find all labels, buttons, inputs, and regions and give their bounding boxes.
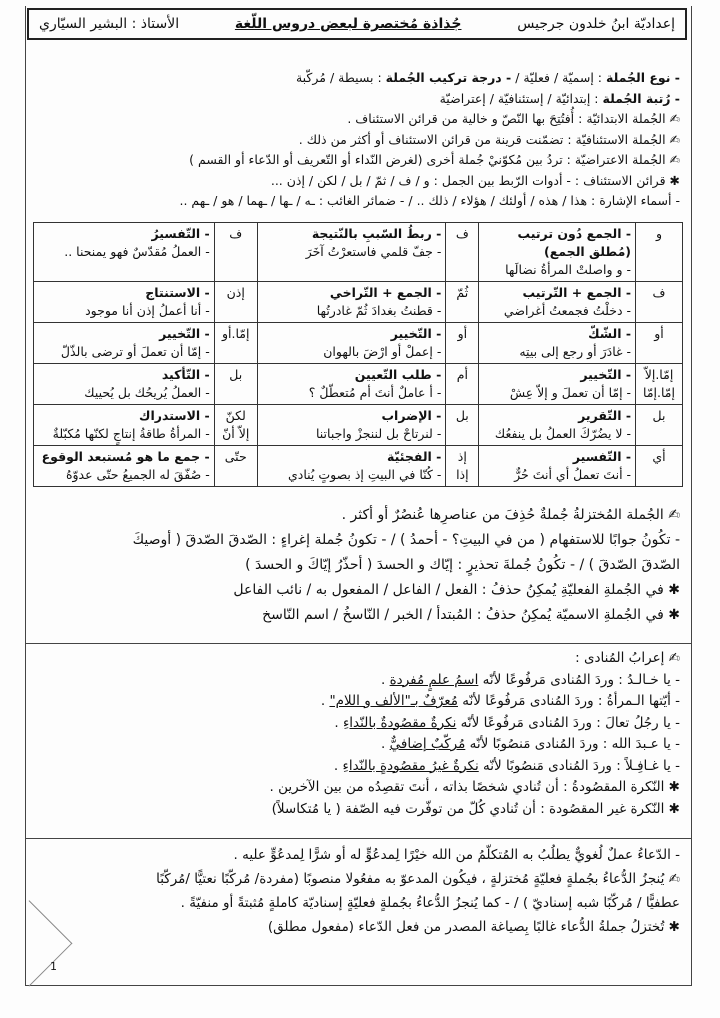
meaning-cell [479,405,636,446]
meaning: - التّأكيد [161,367,210,382]
table-row [34,405,683,446]
underlined-reason: مُعرّفٌ بـ"الألف و اللام" [329,693,458,709]
connective-cell: أم [446,364,479,405]
text-line: ✱ النّكرة المقصُودةُ : أن تُنادي شخصًا بذاته ، أنتَ تقصِدُه من بين الآخرين . [269,779,680,795]
text-line: ✱ في الجُملةِ الفعليّةِ يُمكِنُ حذفُ : الفعل / الفاعل / المفعول به / نائب الفاعل [233,582,680,598]
text-line: ✍ يُنجزُ الدُّعاءُ بجُملةٍ فعليّةٍ مُختزلةٍ ، فيكُون المدعوّ به مفعُولا منصوبًا (مفردة/ مُركّبًا نعتيًّا /مُركّبًا [156,871,680,887]
text: . [334,714,343,731]
example: - أنتَ تعملُ أي أنتَ حُرٌّ [514,467,632,482]
meaning: - الفجئيّة [387,449,442,464]
text-line [35,68,680,89]
text-line: - تكُونُ جوابًا للاستفهام ( من في البيتِ؟ - أحمدُ ) / - تكونُ جُملة إغراءٍ : الصّدقَ الصّدقَ ( أوصيكَ [132,532,680,548]
connective-cell: ف [636,282,683,323]
connective-cell: إمّا.إلاّ إمّا.إمّا [636,364,683,405]
meaning-cell [257,364,446,405]
meaning-cell [34,323,215,364]
meaning-cell [34,223,215,282]
meaning-cell [257,405,446,446]
text-line: ✍ الجُملة الاستئنافيّة : تضمّنت قرينة من قرائن الاستئناف أو أكثر من ذلك . [298,131,680,147]
vocative-list [35,670,680,778]
connective-cell: أو [446,323,479,364]
connective-cell: ف [214,223,257,282]
example: - و واصلتْ المرأةُ نضالَها [505,262,632,277]
connective-cell: حتّى [214,446,257,487]
example: - دخلْتُ فجمعتُ أغراضي [503,303,632,318]
connective-cell: بل [446,405,479,446]
divider [25,643,691,644]
table-row [34,282,683,323]
meaning: - التّخيير [580,367,632,382]
table-row [34,364,683,405]
example: - جفّ قلمي فاستعرْتُ آخَرَ [305,244,442,259]
example: - غادَرَ أو رجع إلى بيتِه [519,344,632,359]
meaning-cell [479,223,636,282]
connective-cell: بل [636,405,683,446]
supplication-section [35,843,680,939]
connective-cell: إذن [214,282,257,323]
connective-cell: و [636,223,683,282]
connective-cell: أو [636,323,683,364]
meaning: - الجمع + التّراخي [329,285,442,300]
text-line: ✍ الجُملة المُختزلةُ جُملةٌ حُذِفَ من عناصرِها عُنصُرٌ أو أكثر . [341,507,680,523]
example: - العملُ مُقدّسٌ فهو يمنحنا .. [64,244,210,259]
text: . [381,671,390,688]
vocative-section [35,648,680,820]
text: - يا خـالـدُ : وردَ المُنادى مَرفُوعًا لأنّه [478,671,680,688]
term: - نوع الجُملة [605,70,680,85]
meaning: - جمع ما هو مُستبعد الوقوع [41,449,210,464]
vocative-item [35,734,680,756]
meaning: - طلب التّعيين [354,367,442,382]
meaning-cell [479,323,636,364]
text: - يا رجُلُ تعالَ : وردَ المُنادى مَرفُوعًا لأنّه [456,714,680,731]
text-line: ✱ النّكرة غير المقصُودة : أن تُنادي كُلّ من توفّرت فيه الصّفة ( يا مُتكاسلاً) [271,800,680,817]
underlined-reason: اسمُ علمٍ مُفردة [389,671,479,688]
term: - درجة تركيب الجُملة [385,70,512,85]
connective-cell: ف [446,223,479,282]
elliptical-sentence-section [35,503,680,628]
divider [25,838,691,839]
text-line: - أسماء الإشارة : هذا / هذه / أولئك / هؤلاء / ذلك .. / - ضمائر الغائب : ـه / ـها / ـهما / هو / ـهم .. [179,193,680,208]
meaning: - التّخيير [390,326,442,341]
text: - يا غـافِـلاً : وردَ المُنادى مَنصُوبًا لأنّه [478,757,680,774]
table-row [34,446,683,487]
meaning: - التّفسيرُ [151,226,210,241]
meaning: - ربطُ السّببِ بالنّتيجة [311,226,442,241]
text: . [333,757,343,774]
text-line: - الدّعاءُ عملٌ لُغويٌّ يطلُبُ به المُتكلّمُ من الله خيْرًا لِمدعُوٍّ له أو شرًّا لِمدعُوٍّ عليه . [233,847,680,863]
vocative-item [35,691,680,713]
text-line: ✱ تُختزلُ جملةُ الدُّعاء غالبًا بِصياغة المصدر من فعل الدّعاء (مفعول مطلق) [267,919,680,935]
text-line: ✍ الجُملة الابتدائيّة : أُفتُتِحَ بها النّصّ و خالية من قرائن الاستئناف . [347,111,680,126]
connective-cell: لكنّ إلاّ أنّ [214,405,257,446]
connective-cell: إذ إذا [446,446,479,487]
example: - أنا أعملُ إذن أنا موجود [85,303,210,318]
connective-cell: أي [636,446,683,487]
meaning-cell [479,446,636,487]
example: - كُنّا في البيتِ إذ بصوتٍ يُنادي [287,467,442,482]
document-header [27,8,687,40]
page-number: 1 [50,960,57,973]
example: - قطنتُ بغدادَ ثُمّ غادرتُها [316,303,442,318]
example: - لنرتاحْ بل لننجزْ واجباتنا [315,426,442,441]
meaning: - الإضراب [381,408,442,423]
example: - إمّا أن تعملَ و إلاّ عِشْ [509,385,632,400]
vocative-item [35,713,680,735]
meaning: - الاستدراك [139,408,210,423]
text-line: الصّدقَ الصّدقَ ) / - تكُونُ جُملةَ تحذيرٍ : إيّاك و الحسدَ ( أحذّرُ إيّاكَ و الحسدَ ) [245,557,680,573]
vocative-item [35,670,680,692]
example: - صُفّقَ له الجميعُ حتّى عدوّهُ [65,467,210,482]
underlined-reason: نكرةٌ غيرُ مقصُودةٍ بالنّداءِ [342,757,479,774]
example: - المرأةُ طاقةُ إنتاجٍ لكنّها مُكبّلةٌ [52,426,210,441]
meaning: - التّخيير [159,326,210,341]
text: : إسميّة / فعليّة / [511,70,606,85]
page-number-box [25,960,75,990]
example: - لا يضُرّكَ العملُ بل ينفعُك [494,426,632,441]
meaning-cell [34,446,215,487]
school-name: إعداديّة ابنُ خلدون جرجيس [517,16,675,32]
section-title: ✍ إعرابُ المُنادى : [575,650,680,666]
meaning-cell [479,282,636,323]
text: . [381,736,390,752]
connective-cell: بل [214,364,257,405]
meaning-cell [34,364,215,405]
example: - إمّا أن تعملَ أو ترضى بالذّلّ [60,344,210,359]
example: - إعملْ أو ارْضَ بالهوان [323,344,442,359]
meaning: - الجمع + التّرتيب [522,285,632,300]
text-line: ✱ في الجُملةِ الاسميّة يُمكِنُ حذفُ : المُبتدأ / الخبر / النّاسخُ / اسم النّاسخ [262,607,680,623]
meaning: - التّقرير [578,408,632,423]
term: - رُتبة الجُملة [602,90,680,106]
meaning: - الشّكّ [588,326,632,341]
text-line [35,89,680,110]
underlined-reason: نكرةٌ مقصُودةٌ بالنّداءِ [342,714,457,731]
text-line: ✱ قرائن الاستئناف : - أدوات الرّبط بين الجمل : و / ف / ثمّ / بل / لكن / إذن ... [270,172,680,188]
text: . [320,693,330,709]
text: : بسيطة / مُركّبة [295,70,386,85]
table-row [34,223,683,282]
meaning: - الاستنتاج [145,285,210,300]
meaning-cell [257,446,446,487]
divider [25,985,691,986]
example: - أ عاملٌ أنتَ أم مُتعطّلٌ ؟ [308,385,442,400]
connectives-table [33,222,683,487]
document-title: جُذاذة مُختصرة لبعض دروس اللّغة [234,16,462,32]
connective-cell: إمّا.أو [214,323,257,364]
meaning: - التّفسير [572,449,632,464]
meaning-cell [479,364,636,405]
meaning-cell [34,405,215,446]
meaning-cell [257,282,446,323]
meaning-cell [34,282,215,323]
table-row [34,323,683,364]
connective-cell: ثُمّ [446,282,479,323]
text-line: ✍ الجُملة الاعتراضيّة : تردُ بين مُكوّنيْ جُملة أخرى (لغرض النّداء أو التّعريف أو الدّعاء أو القسم ) [189,152,680,167]
meaning-cell [257,223,446,282]
vocative-item [35,756,680,778]
text: : إبتدائيّة / إستئنافيّة / إعتراضيّة [439,90,603,106]
sentence-types-section [35,68,680,212]
teacher-name: الأستاذ : البشير السيّاري [39,16,180,32]
meaning-cell [257,323,446,364]
meaning: - الجمع دُون ترتيب (مُطلق الجمع) [517,226,632,259]
text-line: عطفيًّا / مُركّبًا شبه إسناديّ ) / - كما يُنجزُ الدُّعاءُ بجُملةٍ فعليّةٍ إسناديّة كاملةٍ مُثبتةً أو منفيّةً . [180,895,680,911]
example: - العملُ يُريحُك بل يُحييك [84,385,210,400]
text: - يا عـبدَ الله : وردَ المُنادى مَنصُوبًا لأنّه [465,736,680,752]
text: - أيّتها الـمرأةُ : وردَ المُنادى مَرفُوعًا لأنّه [457,693,680,709]
underlined-reason: مُركّبٌ إضافيٌّ [389,736,466,752]
